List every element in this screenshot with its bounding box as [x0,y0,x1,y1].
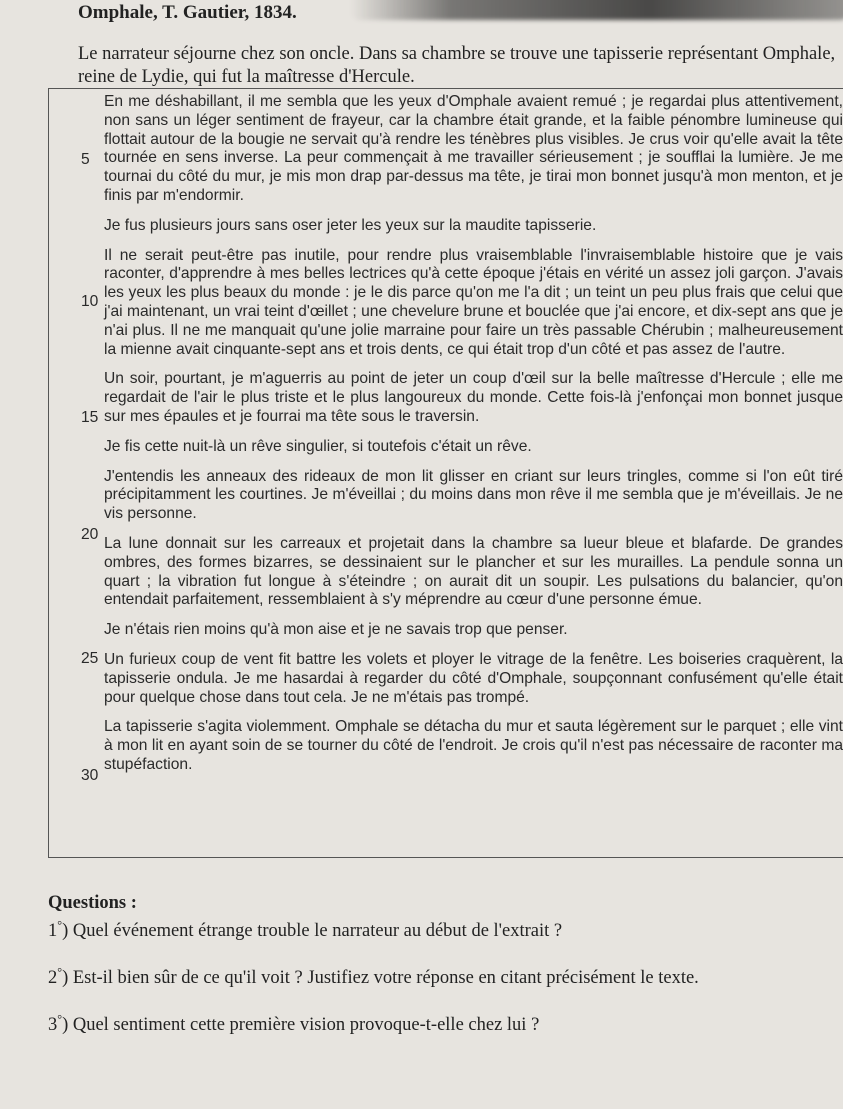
question-text: ) Est-il bien sûr de ce qu'il voit ? Justifiez votre réponse en citant précisément le texte. [62,968,699,989]
paragraph: En me déshabillant, il me sembla que les yeux d'Omphale avaient remué ; je regardai plus attentivement, non sans un léger sentiment de frayeur, car la chambre était grande, et la faible pénombre lumineuse qui flottait autour de la bougie ne servait qu'à rendre les ténèbres plus visibles. Je crus voir qu'elle avait la tête tournée en sens inverse. La peur commençait à me travailler sérieusement ; je soufflai la lumière. Je me tournai du côté du mur, je mis mon drap par-dessus ma tête, je tirai mon bonnet jusqu'à mon menton, et je finis par m'endormir. [104,93,843,204]
question-item [48,1012,838,1036]
paragraph: La lune donnait sur les carreaux et projetait dans la chambre sa lueur bleue et blafarde. De grandes ombres, des formes bizarres, se dessinaient sur le plancher et sur les murailles. La pendule sonna un quart ; la vibration fut longue à s'éteindre ; on aurait dit un soupir. Les pulsations du balancier, qu'on entendait parfaitement, ressemblaient à s'y méprendre au cœur d'une personne émue. [104,534,843,609]
questions-title: Questions : [48,893,137,913]
paragraph: Je n'étais rien moins qu'à mon aise et je ne savais trop que penser. [104,621,568,639]
question-item [48,965,838,989]
dark-smear [350,0,843,20]
question-text: ) Quel sentiment cette première vision provoque-t-elle chez lui ? [62,1015,540,1036]
degree-mark: ° [57,965,63,980]
paragraph: Je fis cette nuit-là un rêve singulier, si toutefois c'était un rêve. [104,437,532,455]
question-number: 2 [48,968,58,989]
question-text: ) Quel événement étrange trouble le narrateur au début de l'extrait ? [62,921,563,942]
passage-box [48,88,843,858]
line-number: 10 [81,293,99,310]
question-number: 1 [48,921,58,942]
degree-mark: ° [57,1012,63,1027]
question-number: 3 [48,1015,58,1036]
question-item [48,918,838,942]
paragraph: Je fus plusieurs jours sans oser jeter les yeux sur la maudite tapisserie. [104,216,597,234]
line-number: 5 [81,151,90,168]
paragraph: J'entendis les anneaux des rideaux de mon lit glisser en criant sur leurs tringles, comme si l'on eût tiré précipitamment les courtines. Je m'éveillai ; du moins dans mon rêve il me sembla que je m'éveillais. Je ne vis personne. [104,467,843,523]
line-number: 15 [81,409,99,426]
paragraph: Un furieux coup de vent fit battre les volets et ployer le vitrage de la fenêtre. Les boiseries craquèrent, la tapisserie ondula. Je me hasardai à regarder du côté d'Omphale, soupçonnant confusément qu'elle était pour quelque chose dans tout cela. Je ne m'étais pas trompé. [104,650,843,706]
intro-text: Le narrateur séjourne chez son oncle. Dans sa chambre se trouve une tapisserie représentant Omphale, reine de Lydie, qui fut la maîtresse d'Hercule. [78,44,836,87]
source-header: Omphale, T. Gautier, 1834. [78,2,297,23]
line-number: 25 [81,650,99,667]
paragraph: La tapisserie s'agita violemment. Omphale se détacha du mur et sauta légèrement sur le parquet ; elle vint à mon lit en ayant soin de se tourner du côté de l'endroit. Je crois qu'il n'est pas nécessaire de raconter ma stupéfaction. [104,718,843,773]
paragraph: Il ne serait peut-être pas inutile, pour rendre plus vraisemblable l'invraisemblable histoire que je vais raconter, d'apprendre à mes belles lectrices qu'à cette époque j'étais en vérité un assez joli garçon. J'avais les yeux les plus beaux du monde : je le dis parce qu'on me l'a dit ; un teint un peu plus frais que celui que j'ai maintenant, un vrai teint d'œillet ; une chevelure brune et bouclée que j'ai encore, et dix-sept ans que je n'ai plus. Il ne me manquait qu'une jolie marraine pour faire un très passable Chérubin ; malheureusement la mienne avait cinquante-sept ans et trois dents, ce qui était trop d'un côté et pas assez de l'autre. [104,246,843,358]
questions-section [48,893,838,1059]
degree-mark: ° [57,918,63,932]
paragraph: Un soir, pourtant, je m'aguerris au point de jeter un coup d'œil sur la belle maîtresse d'Hercule ; elle me regardait de l'air le plus triste et le plus langoureux du monde. Cette fois-là j'enfonçai mon bonnet jusque sur mes épaules et je fourrai ma tête sous le traversin. [104,370,843,425]
line-number: 20 [81,526,99,543]
passage-text [104,89,843,786]
line-number: 30 [81,767,99,784]
